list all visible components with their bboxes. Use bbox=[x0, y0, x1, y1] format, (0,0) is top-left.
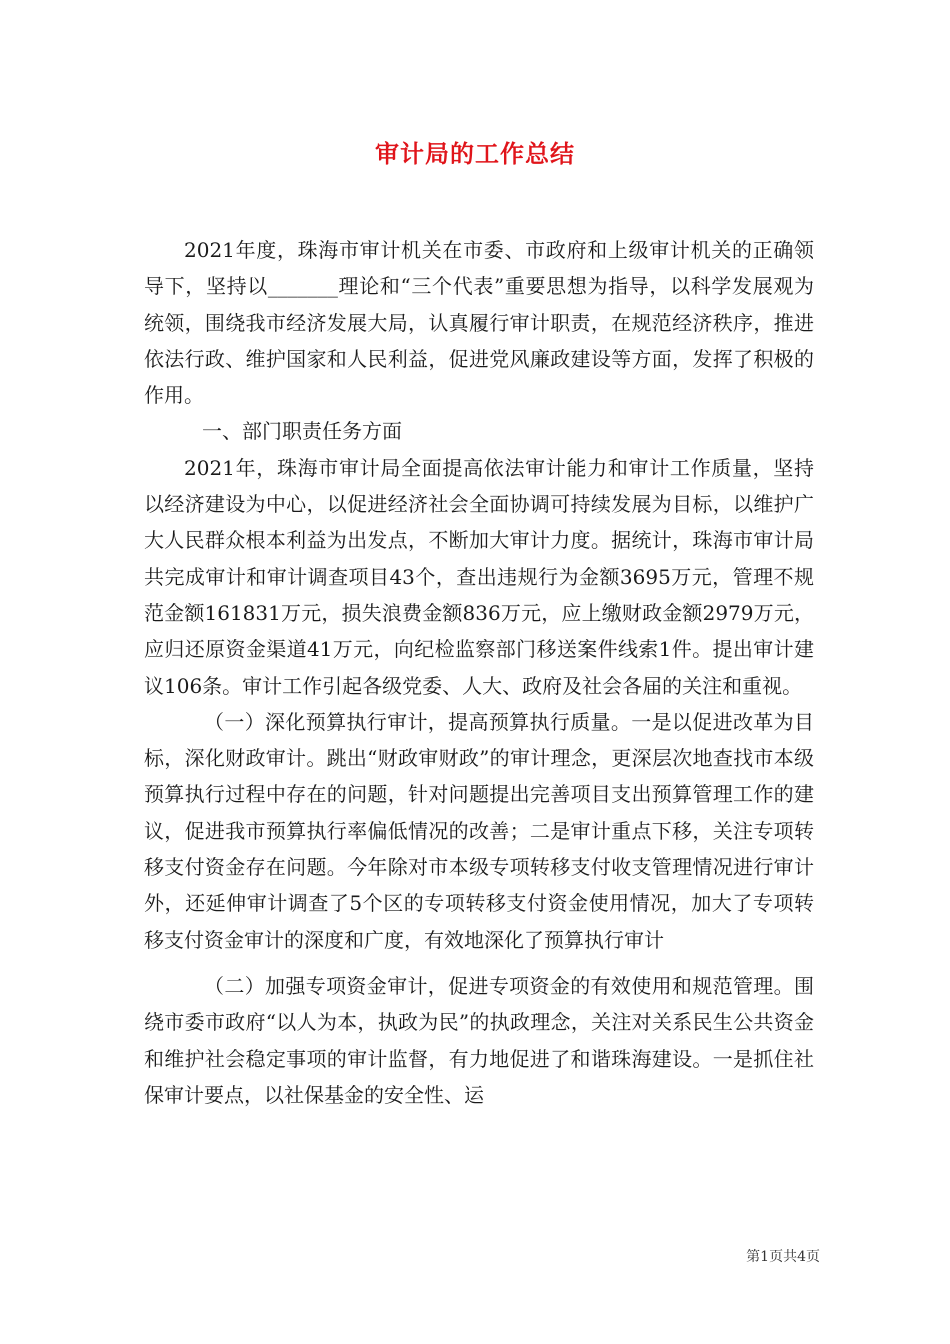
summary-paragraph: 2021年，珠海市审计局全面提高依法审计能力和审计工作质量，坚持以经济建设为中心，以促进经济社会全面协调可持续发展为目标，以维护广大人民群众根本利益为出发点，不断加大审计力度。据统计，珠海市审计局共完成审计和审计调查项目43个，查出违规行为金额3695万元，管理不规范金额161831万元，损失浪费金额836万元，应上缴财政金额2979万元，应归还原资金渠道41万元，向纪检监察部门移送案件线索1件。提出审计建议106条。审计工作引起各级党委、人大、政府及社会各届的关注和重视。 bbox=[144, 455, 814, 698]
page-number: 第1页共4页 bbox=[746, 1249, 820, 1265]
section-heading-department-duties: 一、部门职责任务方面 bbox=[202, 419, 402, 444]
special-funds-paragraph: （二）加强专项资金审计，促进专项资金的有效使用和规范管理。围绕市委市政府“以人为本，执政为民”的执政理念，关注对关系民生公共资金和维护社会稳定事项的审计监督，有力地促进了和谐珠海建设。一是抓住社保审计要点，以社保基金的安全性、运 bbox=[144, 973, 814, 1107]
document-body bbox=[144, 232, 814, 1113]
intro-paragraph: 2021年度，珠海市审计机关在市委、市政府和上级审计机关的正确领导下，坚持以_______理论和“三个代表”重要思想为指导，以科学发展观为统领，围绕我市经济发展大局，认真履行审计职责，在规范经济秩序，推进依法行政、维护国家和人民利益，促进党风廉政建设等方面，发挥了积极的作用。 bbox=[144, 238, 814, 408]
document-title: 审计局的工作总结 bbox=[375, 139, 575, 168]
budget-audit-paragraph: （一）深化预算执行审计，提高预算执行质量。一是以促进改革为目标，深化财政审计。跳出“财政审财政”的审计理念，更深层次地查找市本级预算执行过程中存在的问题，针对问题提出完善项目支出预算管理工作的建议，促进我市预算执行率偏低情况的改善；二是审计重点下移，关注专项转移支付资金存在问题。今年除对市本级专项转移支付收支管理情况进行审计外，还延伸审计调查了5个区的专项转移支付资金使用情况，加大了专项转移支付资金审计的深度和广度，有效地深化了预算执行审计 bbox=[144, 709, 814, 952]
